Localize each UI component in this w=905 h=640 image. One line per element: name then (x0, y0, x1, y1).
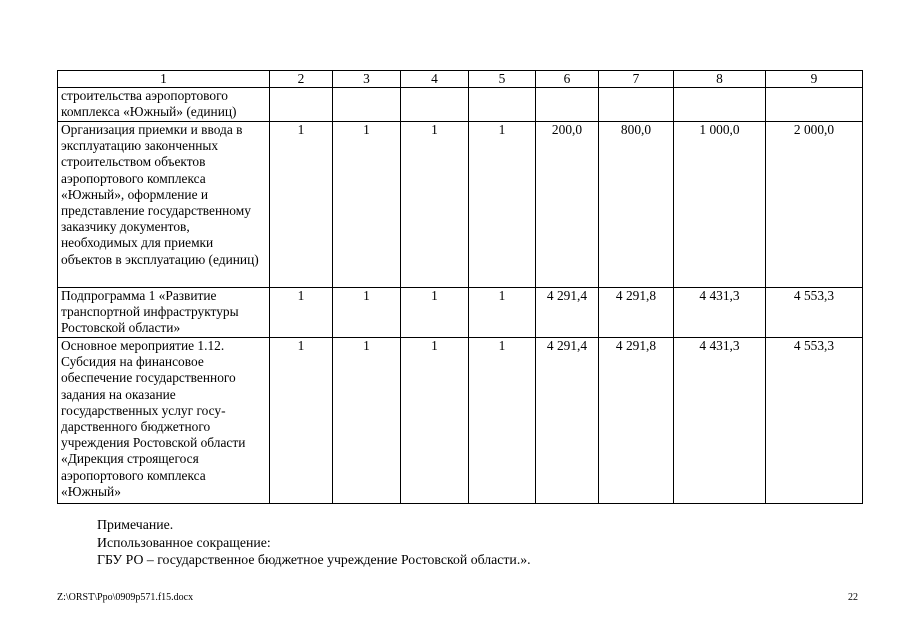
row-label: строительства аэропортового комплекса «Южный» (единиц) (58, 88, 270, 122)
table-cell: 2 000,0 (766, 122, 863, 288)
column-header: 4 (401, 71, 469, 88)
column-header: 5 (469, 71, 536, 88)
note-abbreviation-definition: ГБУ РО – государственное бюджетное учреждение Ростовской области.». (97, 552, 531, 568)
notes-block (97, 516, 531, 569)
table-cell: 800,0 (599, 122, 674, 288)
file-path: Z:\ORST\Ppo\0909p571.f15.docx (57, 592, 194, 603)
table-cell: 1 (333, 338, 401, 504)
note-abbreviation-title: Использованное сокращение: (97, 534, 271, 550)
table-cell: 1 (469, 122, 536, 288)
page-number: 22 (848, 592, 858, 603)
table-header-row (58, 71, 863, 88)
column-header: 7 (599, 71, 674, 88)
table-cell: 1 (401, 288, 469, 338)
table-cell: 1 (401, 338, 469, 504)
row-label: Подпрограмма 1 «Развитие транспортной инфраструктуры Ростовской области» (58, 288, 270, 338)
table-cell: 200,0 (536, 122, 599, 288)
column-header: 8 (674, 71, 766, 88)
row-label: Организация приемки и ввода в эксплуатацию законченных строительством объектов аэропортового комплекса «Южный», оформление и представление государственному заказчику документов, необходимых для приемки объектов в эксплуатацию (единиц) (58, 122, 270, 288)
column-header: 9 (766, 71, 863, 88)
table-cell: 4 431,3 (674, 338, 766, 504)
table-cell (333, 88, 401, 122)
table-cell: 1 (469, 338, 536, 504)
table-cell: 4 553,3 (766, 338, 863, 504)
table-cell: 4 431,3 (674, 288, 766, 338)
table-cell: 4 291,8 (599, 338, 674, 504)
column-header: 2 (270, 71, 333, 88)
table-row (58, 338, 863, 504)
column-header: 1 (58, 71, 270, 88)
table-cell: 1 (469, 288, 536, 338)
table-cell (401, 88, 469, 122)
table-cell: 4 291,4 (536, 288, 599, 338)
table-cell: 1 (270, 288, 333, 338)
table-cell: 1 (401, 122, 469, 288)
note-heading: Примечание. (97, 517, 174, 532)
table-cell (766, 88, 863, 122)
table-row (58, 288, 863, 338)
table-cell: 1 (333, 288, 401, 338)
table-cell (599, 88, 674, 122)
table-cell: 4 291,8 (599, 288, 674, 338)
column-header: 3 (333, 71, 401, 88)
table-cell (270, 88, 333, 122)
column-header: 6 (536, 71, 599, 88)
table-cell: 1 (333, 122, 401, 288)
table-row (58, 88, 863, 122)
table-cell: 4 291,4 (536, 338, 599, 504)
data-table (57, 70, 863, 504)
table-row (58, 122, 863, 288)
table-cell (536, 88, 599, 122)
table-cell: 1 (270, 338, 333, 504)
table-cell (674, 88, 766, 122)
table-cell: 1 (270, 122, 333, 288)
table-cell (469, 88, 536, 122)
row-label: Основное мероприятие 1.12. Субсидия на финансовое обеспечение государственного задания на оказание государственных услуг госу-дарственного бюджетного учреждения Ростовской области «Дирекция строящегося аэропортового комплекса «Южный» (58, 338, 270, 504)
table-cell: 1 000,0 (674, 122, 766, 288)
table-cell: 4 553,3 (766, 288, 863, 338)
